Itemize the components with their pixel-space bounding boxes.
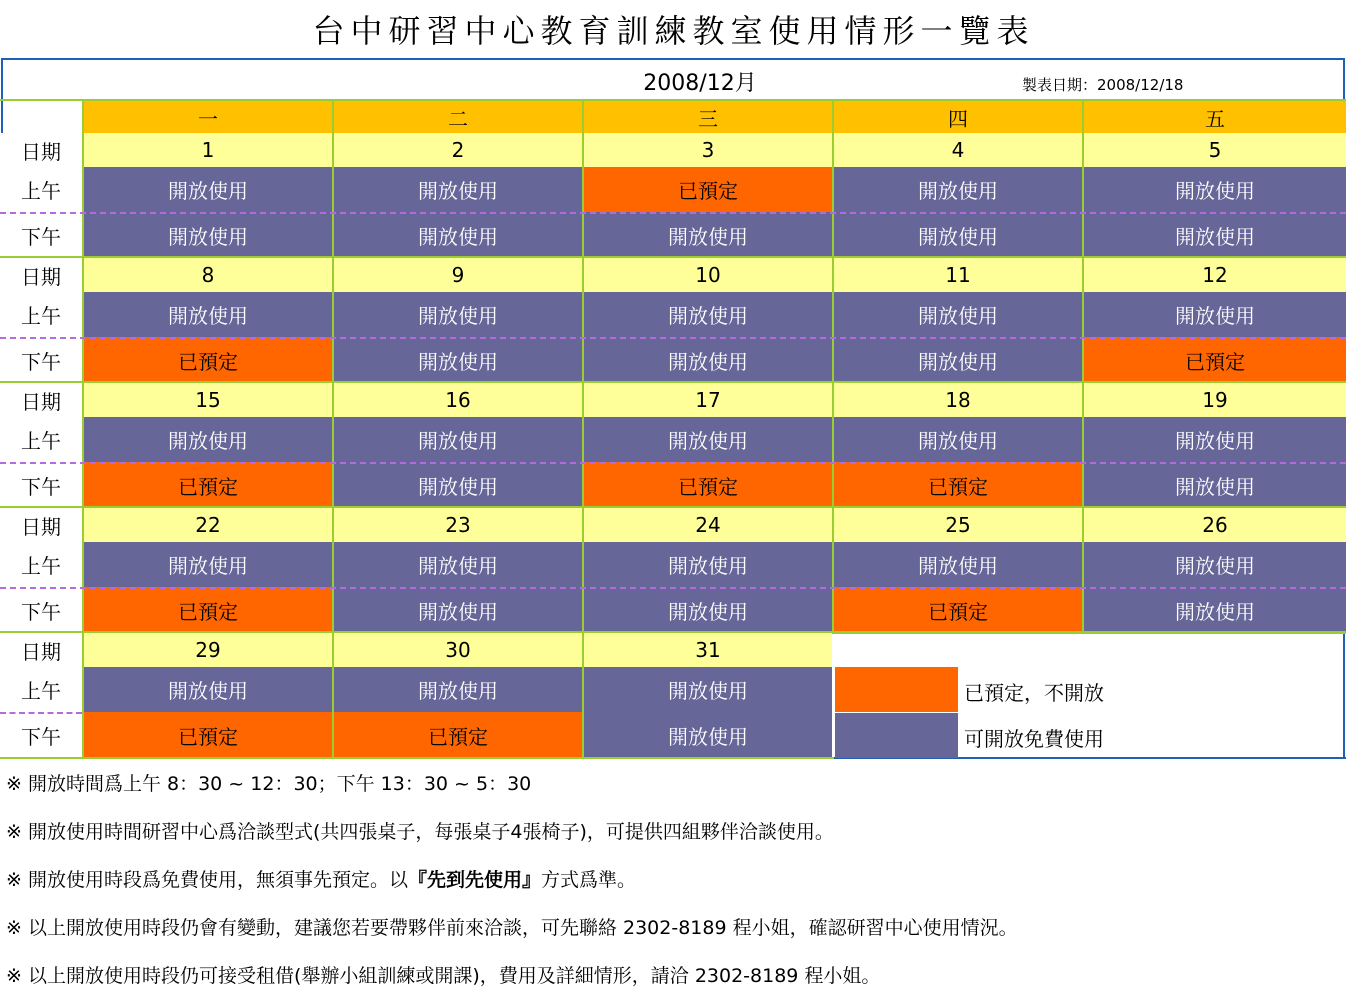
date-row-label: 日期	[0, 258, 82, 292]
am-pm-divider	[0, 462, 1346, 464]
date-cell: 17	[582, 383, 832, 417]
pm-row-label: 下午	[0, 587, 82, 633]
date-row-label: 日期	[0, 133, 82, 167]
pm-slot-booked[interactable]: 已預定	[82, 337, 332, 383]
pm-slot-booked[interactable]: 已預定	[82, 712, 332, 758]
legend-open-swatch	[835, 713, 958, 758]
date-cell: 30	[332, 633, 582, 667]
date-cell: 9	[332, 258, 582, 292]
pm-slot-open[interactable]: 開放使用	[1082, 587, 1346, 633]
am-slot-open[interactable]: 開放使用	[582, 292, 832, 337]
am-slot-open[interactable]: 開放使用	[332, 167, 582, 212]
am-pm-divider	[0, 337, 1346, 339]
pm-slot-open[interactable]: 開放使用	[582, 337, 832, 383]
pm-slot-open[interactable]: 開放使用	[332, 587, 582, 633]
legend-booked-swatch	[835, 667, 958, 712]
weekday-header: 一	[82, 101, 332, 133]
am-slot-open[interactable]: 開放使用	[582, 667, 832, 712]
am-slot-open[interactable]: 開放使用	[582, 542, 832, 587]
weekday-header: 四	[832, 101, 1082, 133]
am-slot-open[interactable]: 開放使用	[332, 417, 582, 462]
note-format: ※ 開放使用時間研習中心爲洽談型式(共四張桌子，每張桌子4張椅子)，可提供四組夥伴洽談使用。	[6, 821, 834, 843]
date-cell: 1	[82, 133, 332, 167]
am-slot-open[interactable]: 開放使用	[582, 417, 832, 462]
pm-row-label: 下午	[0, 712, 82, 758]
date-cell: 24	[582, 508, 832, 542]
date-cell: 19	[1082, 383, 1346, 417]
table-bottom-rule	[0, 757, 834, 759]
pm-row-label: 下午	[0, 212, 82, 258]
pm-slot-booked[interactable]: 已預定	[832, 462, 1082, 508]
am-slot-open[interactable]: 開放使用	[1082, 417, 1346, 462]
am-slot-open[interactable]: 開放使用	[332, 542, 582, 587]
pm-slot-booked[interactable]: 已預定	[1082, 337, 1346, 383]
am-slot-booked[interactable]: 已預定	[582, 167, 832, 212]
am-row-label: 上午	[0, 542, 82, 587]
pm-slot-open[interactable]: 開放使用	[1082, 462, 1346, 508]
pm-slot-open[interactable]: 開放使用	[332, 337, 582, 383]
note-hours: ※ 開放時間爲上午 8：30 ~ 12：30；下午 13：30 ~ 5：30	[6, 773, 532, 795]
am-row-label: 上午	[0, 667, 82, 712]
am-pm-divider	[0, 587, 1346, 589]
pm-slot-booked[interactable]: 已預定	[332, 712, 582, 758]
pm-slot-booked[interactable]: 已預定	[82, 462, 332, 508]
am-slot-open[interactable]: 開放使用	[82, 667, 332, 712]
pm-slot-booked[interactable]: 已預定	[82, 587, 332, 633]
date-cell: 15	[82, 383, 332, 417]
note-free-pre: ※ 開放使用時段爲免費使用，無須事先預定。以	[6, 869, 408, 891]
date-row-label: 日期	[0, 633, 82, 667]
date-cell: 18	[832, 383, 1082, 417]
am-slot-open[interactable]: 開放使用	[1082, 292, 1346, 337]
made-date: 製表日期：2008/12/18	[1022, 76, 1184, 94]
am-pm-divider	[0, 212, 1346, 214]
legend-open-label: 可開放免費使用	[964, 727, 1104, 751]
am-row-label: 上午	[0, 292, 82, 337]
am-slot-open[interactable]: 開放使用	[1082, 542, 1346, 587]
month-label: 2008/12月	[643, 71, 757, 96]
am-slot-open[interactable]: 開放使用	[832, 417, 1082, 462]
date-cell: 31	[582, 633, 832, 667]
pm-slot-open[interactable]: 開放使用	[1082, 212, 1346, 258]
pm-slot-open[interactable]: 開放使用	[332, 212, 582, 258]
am-pm-divider	[0, 712, 82, 714]
pm-slot-open[interactable]: 開放使用	[832, 212, 1082, 258]
date-cell: 5	[1082, 133, 1346, 167]
pm-row-label: 下午	[0, 462, 82, 508]
date-cell: 22	[82, 508, 332, 542]
date-cell: 29	[82, 633, 332, 667]
pm-slot-open[interactable]: 開放使用	[832, 337, 1082, 383]
pm-slot-open[interactable]: 開放使用	[332, 462, 582, 508]
am-slot-open[interactable]: 開放使用	[332, 292, 582, 337]
legend-booked-label: 已預定，不開放	[964, 681, 1104, 705]
pm-row-label: 下午	[0, 337, 82, 383]
date-cell: 3	[582, 133, 832, 167]
note-free-bold: 『先到先使用』	[407, 869, 541, 891]
weekday-header: 二	[332, 101, 582, 133]
am-slot-open[interactable]: 開放使用	[82, 167, 332, 212]
pm-slot-open[interactable]: 開放使用	[582, 212, 832, 258]
pm-slot-booked[interactable]: 已預定	[582, 462, 832, 508]
date-cell: 8	[82, 258, 332, 292]
date-cell: 2	[332, 133, 582, 167]
note-free	[6, 865, 636, 892]
date-cell: 10	[582, 258, 832, 292]
am-slot-open[interactable]: 開放使用	[832, 292, 1082, 337]
note-free-post: 方式爲準。	[540, 869, 636, 891]
date-cell: 25	[832, 508, 1082, 542]
weekday-header: 三	[582, 101, 832, 133]
date-row-label: 日期	[0, 508, 82, 542]
date-cell: 26	[1082, 508, 1346, 542]
am-slot-open[interactable]: 開放使用	[82, 417, 332, 462]
page-title: 台中研習中心教育訓練教室使用情形一覽表	[312, 12, 1035, 50]
pm-slot-open[interactable]: 開放使用	[582, 587, 832, 633]
am-slot-open[interactable]: 開放使用	[82, 292, 332, 337]
note-rental: ※ 以上開放使用時段仍可接受租借(舉辦小組訓練或開課)，費用及詳細情形，請洽 2302-8189 程小姐。	[6, 965, 881, 987]
pm-slot-open[interactable]: 開放使用	[582, 712, 832, 758]
am-slot-open[interactable]: 開放使用	[332, 667, 582, 712]
am-slot-open[interactable]: 開放使用	[832, 542, 1082, 587]
date-cell: 11	[832, 258, 1082, 292]
pm-slot-booked[interactable]: 已預定	[832, 587, 1082, 633]
am-slot-open[interactable]: 開放使用	[82, 542, 332, 587]
am-row-label: 上午	[0, 167, 82, 212]
note-contact: ※ 以上開放使用時段仍會有變動，建議您若要帶夥伴前來洽談，可先聯絡 2302-8189 程小姐，確認研習中心使用情況。	[6, 917, 1018, 939]
weekday-header: 五	[1082, 101, 1346, 133]
date-row-label: 日期	[0, 383, 82, 417]
am-slot-open[interactable]: 開放使用	[1082, 167, 1346, 212]
date-cell: 12	[1082, 258, 1346, 292]
am-row-label: 上午	[0, 417, 82, 462]
date-cell: 16	[332, 383, 582, 417]
date-cell: 4	[832, 133, 1082, 167]
pm-slot-open[interactable]: 開放使用	[82, 212, 332, 258]
am-slot-open[interactable]: 開放使用	[832, 167, 1082, 212]
date-cell: 23	[332, 508, 582, 542]
